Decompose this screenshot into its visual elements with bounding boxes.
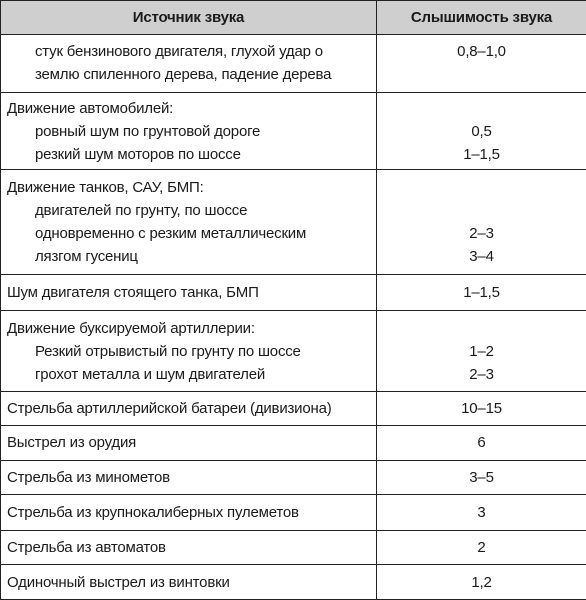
table-header-row <box>1 1 586 35</box>
source-heading: Движение буксируемой артиллерии: <box>7 319 255 337</box>
table-row <box>1 495 586 531</box>
audibility-value: 2–3 <box>469 224 494 242</box>
audibility-cell: 2 <box>377 530 586 565</box>
audibility-value: 0,8–1,0 <box>457 43 506 60</box>
source-cell: Стрельба из автоматов <box>1 530 377 565</box>
audibility-cell <box>377 35 586 93</box>
header-audibility: Слышимость звука <box>377 1 586 35</box>
audibility-cell <box>377 170 586 275</box>
source-item: двигателей по грунту, по шоссе <box>35 201 248 219</box>
audibility-cell: 1,2 <box>377 565 586 600</box>
audibility-value: 2–3 <box>469 365 494 383</box>
audibility-cell: 1–1,5 <box>377 274 586 311</box>
table-row <box>1 426 586 461</box>
table-row <box>1 170 586 275</box>
audibility-cell: 3 <box>377 495 586 531</box>
source-cell <box>1 92 377 169</box>
source-item: грохот металла и шум двигателей <box>35 365 266 383</box>
source-item: ровный шум по грунтовой дороге <box>35 122 261 140</box>
source-item: Резкий отрывистый по грунту по шоссе <box>35 342 301 360</box>
source-item: лязгом гусениц <box>35 247 138 265</box>
source-item: стук бензинового двигателя, глухой удар о <box>35 43 323 61</box>
source-cell: Стрельба из крупнокалиберных пулеметов <box>1 495 377 531</box>
table-row <box>1 530 586 565</box>
source-item: резкий шум моторов по шоссе <box>35 145 241 163</box>
header-source: Источник звука <box>1 1 377 35</box>
source-cell: Стрельба артиллерийской батареи (дивизиона) <box>1 391 377 426</box>
source-heading: Движение танков, САУ, БМП: <box>7 178 204 196</box>
audibility-cell: 10–15 <box>377 391 586 426</box>
audibility-cell: 6 <box>377 426 586 461</box>
audibility-value: 0,5 <box>471 122 492 140</box>
audibility-cell: 3–5 <box>377 460 586 495</box>
table-row <box>1 35 586 93</box>
audibility-cell <box>377 311 586 391</box>
audibility-value: 3–4 <box>469 247 494 265</box>
source-heading: Движение автомобилей: <box>7 99 174 117</box>
source-cell <box>1 35 377 93</box>
table-row <box>1 391 586 426</box>
source-cell: Стрельба из минометов <box>1 460 377 495</box>
source-cell: Одиночный выстрел из винтовки <box>1 565 377 600</box>
source-item: одновременно с резким металлическим <box>35 224 307 242</box>
source-cell <box>1 311 377 391</box>
table-row <box>1 274 586 311</box>
table-row <box>1 311 586 391</box>
table-row <box>1 92 586 169</box>
audibility-cell <box>377 92 586 169</box>
audibility-value: 1–2 <box>469 342 494 360</box>
audibility-value: 1–1,5 <box>463 145 500 163</box>
table-row <box>1 460 586 495</box>
source-cell: Выстрел из орудия <box>1 426 377 461</box>
table-row <box>1 565 586 600</box>
source-cell <box>1 170 377 275</box>
source-item: землю спиленного дерева, падение дерева <box>35 66 332 84</box>
source-cell: Шум двигателя стоящего танка, БМП <box>1 274 377 311</box>
